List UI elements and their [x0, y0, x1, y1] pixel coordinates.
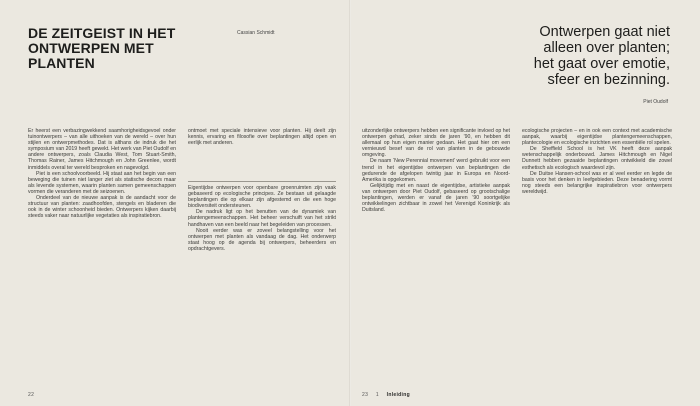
- page-number-left: 22: [28, 392, 35, 398]
- paragraph: ontmoet met speciale intensieve voor planten. Hij deelt zijn kennis, ervaring en filosofie over beplantingen altijd open en eerlijk met anderen.: [188, 128, 336, 147]
- footer-right: [362, 392, 416, 398]
- section-divider: [188, 181, 336, 182]
- body-column-2: [188, 185, 336, 390]
- paragraph: De naam ‘New Perennial movement’ werd gebruikt voor een trend in het eigentijdse ontwerpen van beplantingen die gedurende de afgelopen twintig jaar in Europa en Noord-Amerika is opgekomen.: [362, 158, 510, 183]
- chapter-author: Cassian Schmidt: [237, 30, 275, 36]
- paragraph: Onderdeel van de nieuwe aanpak is de aandacht voor de structuur van planten: zaadhoofden, stengels en bladeren die ook in de winter schoonheid bieden. Ontwerpers kijken daarbij steeds vaker naar natuurlijke vegetaties als inspiratiebron.: [28, 195, 176, 220]
- paragraph: uitzonderlijke ontwerpers hebben een significante invloed op het ontwerpen gehad, zeker sinds de jaren ’90, en hebben dit allemaal op hun eigen manier gedaan. Het gaat hier om een vernieuwd besef van de rol van planten in de gebouwde omgeving.: [362, 128, 510, 159]
- paragraph: De Duitse Hansen-school was er al veel eerder en legde de basis voor het denken in leefgebieden. Deze benadering vormt nog steeds een belangrijke inspiratiebron voor ontwerpers wereldwijd.: [522, 170, 672, 195]
- chapter-title: DE ZEITGEIST IN HET ONTWERPEN MET PLANTEN: [28, 25, 176, 71]
- pull-quote: Ontwerpen gaat niet alleen over planten; het gaat over emotie, sfeer en bezinning.: [533, 24, 670, 88]
- paragraph: De Sheffield School is het VK heeft deze aanpak wetenschappelijk onderbouwd. James Hitchmough en Nigel Dunnett hebben gezaaide beplantingen ontwikkeld die zowel esthetisch als ecologisch waardevol zijn.: [522, 146, 672, 171]
- paragraph: Gelijktijdig met en naast de eigentijdse, artistieke aanpak van ontwerpen door Piet Oudolf, gebaseerd op grootschalige beplantingen, werden er vanaf de jaren ’90 soortgelijke ontwikkelingen zichtbaar in zowel het Verenigd Koninkrijk als Duitsland.: [362, 182, 510, 214]
- body-column-1: [28, 128, 176, 390]
- section-number: 1: [375, 392, 379, 398]
- paragraph: Er heerst een verbazingwekkend saamhorigheidsgevoel onder tuinontwerpers – van alle uithoeken van de wereld – over hun stijlen en ontwerpmethodes. Dat is althans de indruk die het symposium van 2019 heeft gewekt. Het werk van Piet Oudolf en andere ontwerpers, zoals Claudia West, Tom Stuart-Smith, Thomas Rainer, James Hitchmough en John Greenlee, wordt inmiddels overal ter wereld besproken en nagevolgd.: [28, 128, 176, 171]
- paragraph: De nadruk ligt op het benutten van de dynamiek van plantengemeenschappen. Het beheer verschuift van het strikt handhaven van een beeld naar het begeleiden van processen.: [188, 209, 336, 228]
- body-column-4: [522, 128, 672, 390]
- body-column-3: [362, 128, 510, 390]
- page-number-right: 23: [362, 392, 369, 398]
- paragraph: Nooit eerder was er zoveel belangstelling voor het ontwerpen met planten als vandaag de dag. Het onderwerp staat hoog op de agenda bij ontwerpers, beheerders en opdrachtgevers.: [188, 227, 336, 252]
- body-column-2-top: [188, 128, 336, 176]
- section-label: Inleiding: [386, 392, 410, 398]
- paragraph: Piet is een schoolvoorbeeld. Hij staat aan het begin van een beweging die tuinen niet langer ziet als statische decors maar als levende systemen, waarin planten samen gemeenschappen vormen die veranderen met de seizoenen.: [28, 170, 176, 195]
- gutter: [349, 0, 351, 406]
- pull-quote-author: Piet Oudolf: [643, 99, 668, 105]
- paragraph: ecologische projecten – en in ook een context met academische aanpak, waarbij eigentijdse plantengemeenschappen, plantecologie en ecologische inzichten een essentiële rol spelen.: [522, 128, 672, 147]
- paragraph: Eigentijdse ontwerpen voor openbare groenruimten zijn vaak gebaseerd op ecologische principes. Ze bestaan uit gelaagde beplantingen die op elkaar zijn afgestemd en die een hoge biodiversiteit ondersteunen.: [188, 185, 336, 210]
